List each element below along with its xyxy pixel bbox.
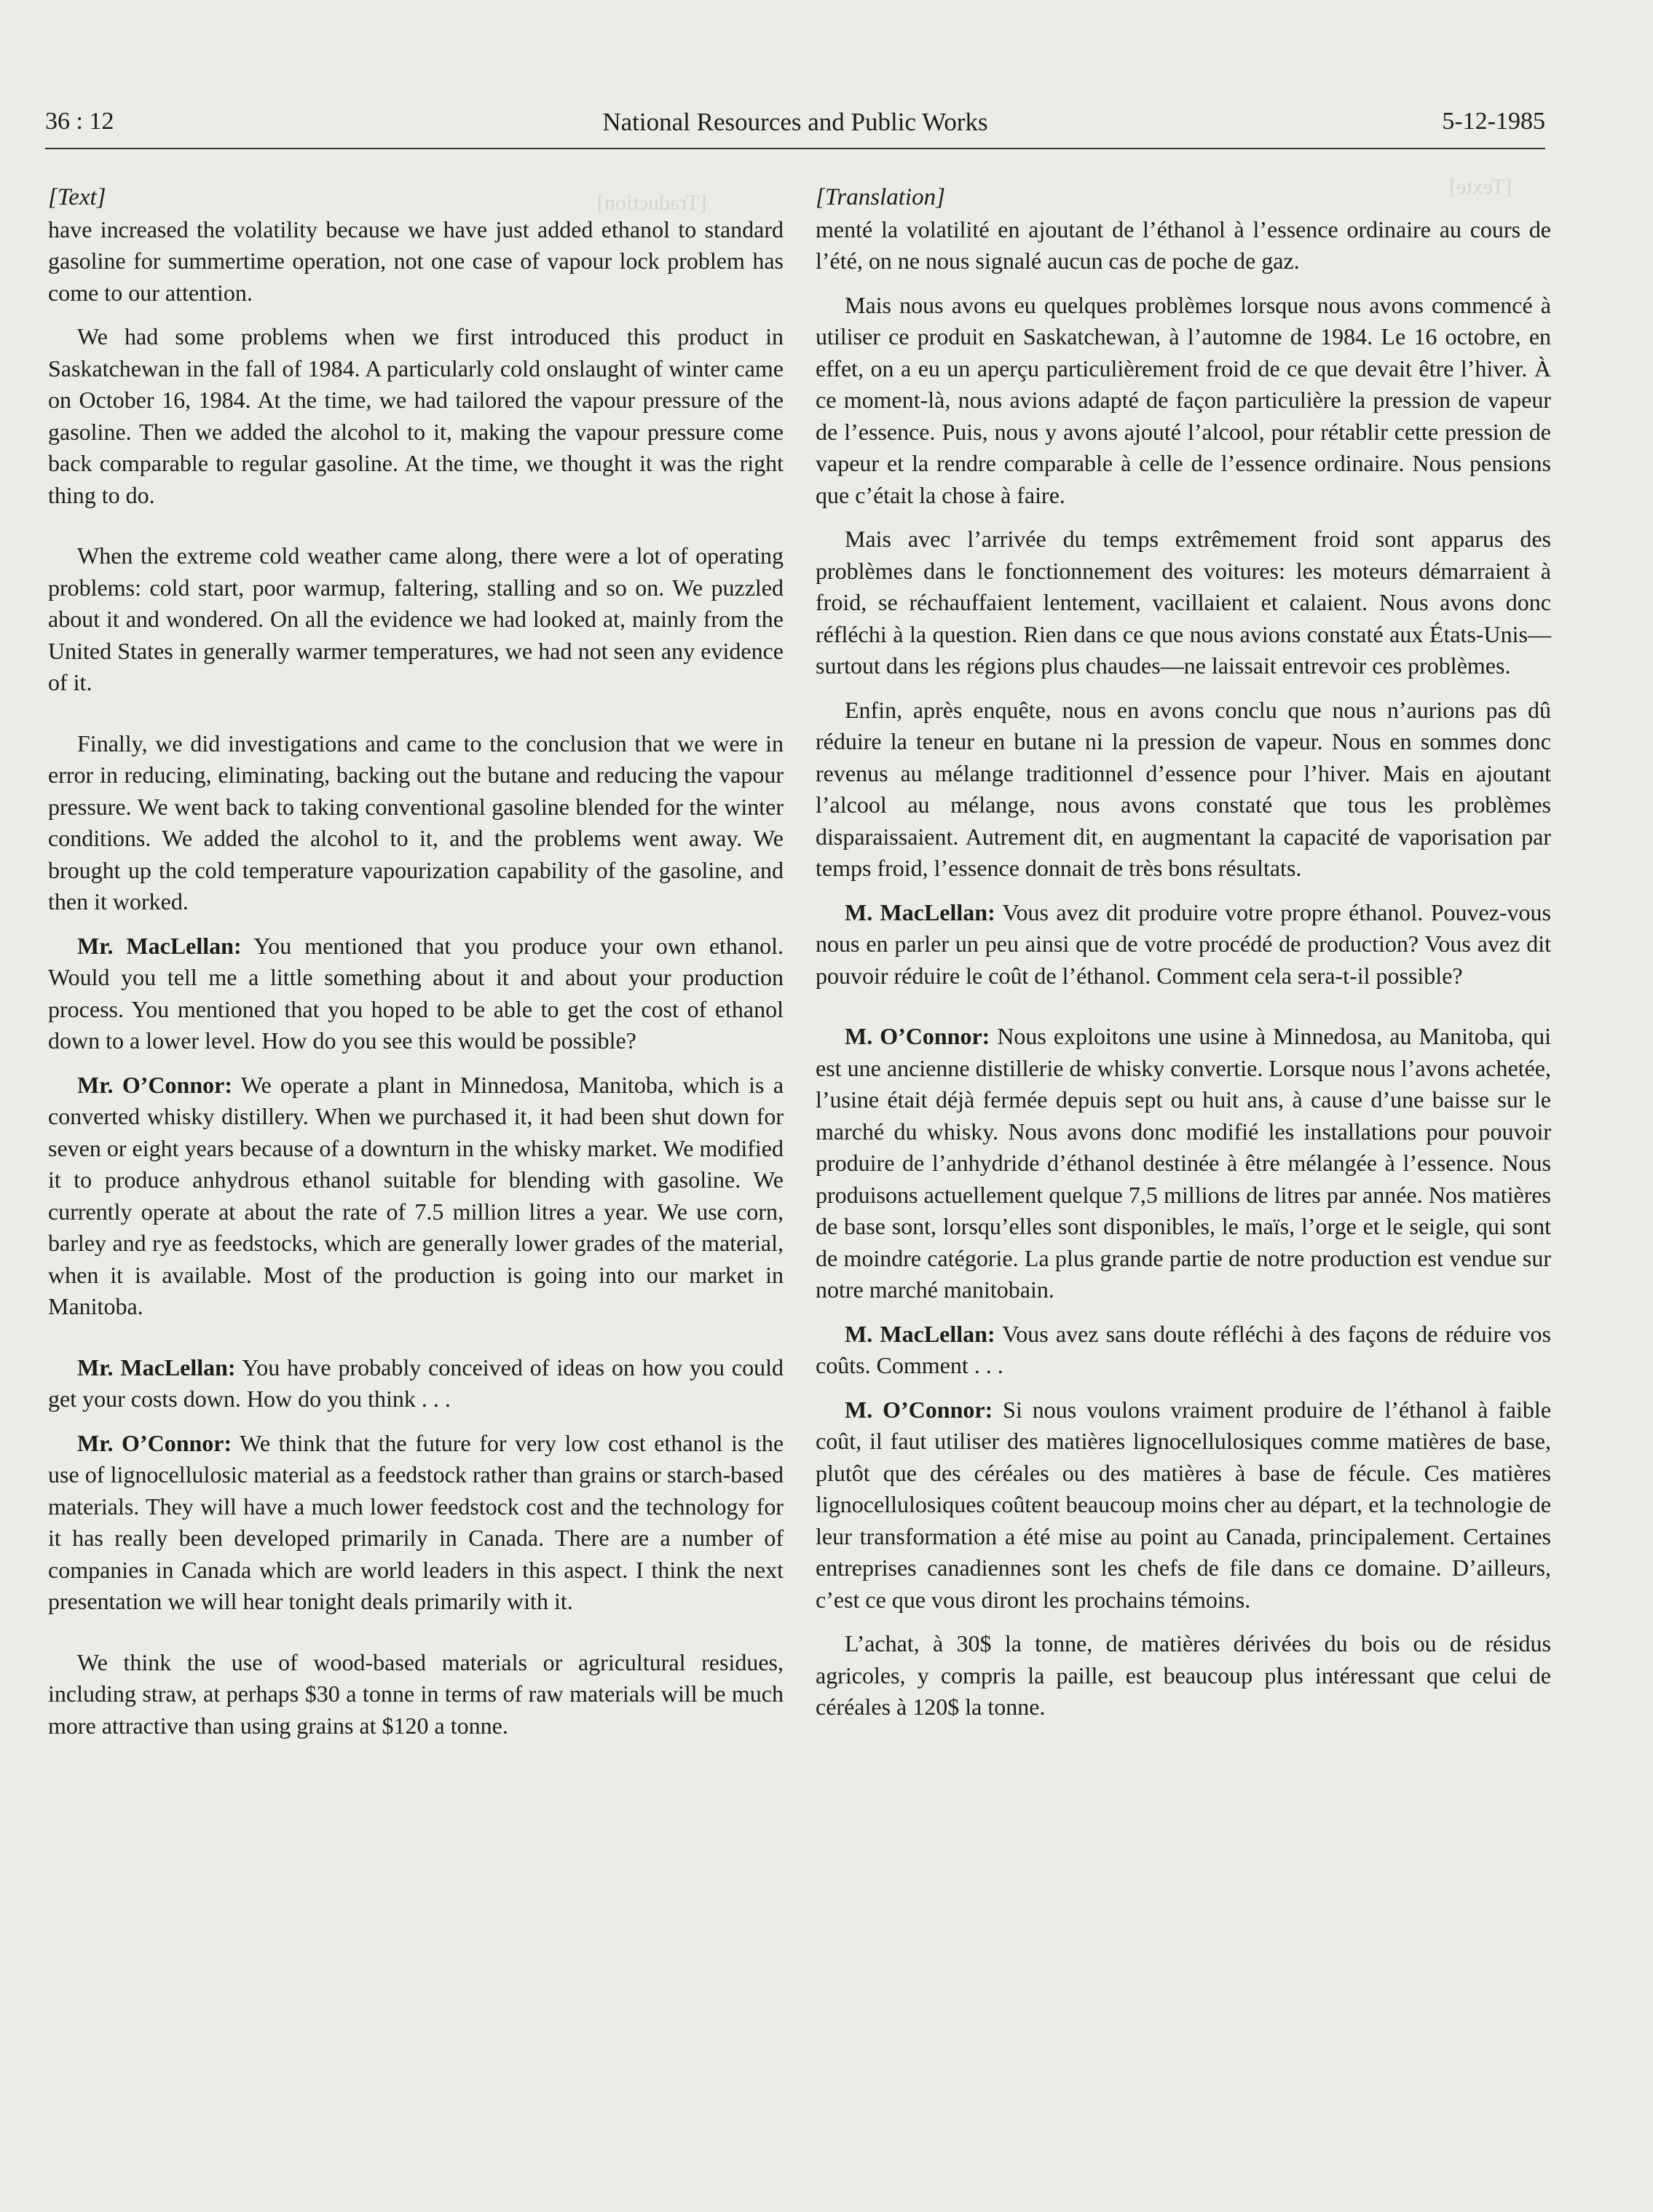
speaker-name: Mr. O’Connor: <box>77 1071 232 1098</box>
paragraph: Finally, we did investigations and came to the conclusion that we were in error in reducing, eliminating, backing out the butane and reducing the vapour pressure. We went back to taking conventional gasoline blended for the winter conditions. We added the alcohol to it, and the problems went away. We brought up the cold temperature vapourization capability of the gasoline, and then it worked. <box>48 730 784 915</box>
paragraph: menté la volatilité en ajoutant de l’éthanol à l’essence ordinaire au cours de l’été, on ne nous signalé aucun cas de poche de gaz. <box>816 216 1551 274</box>
speech-paragraph <box>816 1394 1551 1616</box>
text-marker: [Text] <box>48 184 106 210</box>
paragraph: L’achat, à 30$ la tonne, de matières dérivées du bois ou de résidus agricoles, y compris la paille, est beaucoup plus intéressant que celui de céréales à 120$ la tonne. <box>816 1630 1551 1720</box>
paragraph: Mais avec l’arrivée du temps extrêmement froid sont apparus des problèmes dans le fonctionnement des voitures: les moteurs démarraient à froid, se réchauffaient lentement, vacillaient et calaient. Nous avons donc réfléchi à la question. Rien dans ce que nous avions constaté aux États-Unis—surtout dans les régions plus chaudes—ne laissait entrevoir ces problèmes. <box>816 526 1551 679</box>
show-through-text: [Traduction] <box>597 191 707 215</box>
speech-paragraph <box>816 1319 1551 1382</box>
page-header <box>45 108 1545 151</box>
page-title: National Resources and Public Works <box>602 108 988 136</box>
speech-paragraph <box>48 1070 784 1323</box>
show-through-text: [Texte] <box>1449 175 1512 199</box>
speech-paragraph <box>48 1428 784 1618</box>
speech-text: Nous exploitons une usine à Minnedosa, au Manitoba, qui est une ancienne distillerie de whisky convertie. Lorsque nous l’avons achetée, l’usine était déjà fermée depuis sept ou huit ans, à cause d’une baisse sur le marché du whisky. Nous avons donc modifié les installations pour pouvoir produire de l’anhydride d’éthanol destinée à être mélangée à l’essence. Nous produisons actuellement quelque 7,5 millions de litres par année. Nos matières de base sont, lorsqu’elles sont disponibles, le maïs, l’orge et le seigle, qui sont de moindre catégorie. La plus grande partie de notre production est vendue sur notre marché manitobain. <box>816 1023 1552 1303</box>
speaker-name: M. O’Connor: <box>845 1023 990 1049</box>
speaker-name: M. MacLellan: <box>845 898 995 925</box>
speech-paragraph <box>48 1352 784 1415</box>
speaker-name: Mr. O’Connor: <box>77 1429 232 1456</box>
speaker-name: Mr. MacLellan: <box>77 1354 236 1380</box>
paragraph: Mais nous avons eu quelques problèmes lorsque nous avons commencé à utiliser ce produit en Saskatchewan, à l’automne de 1984. Le 16 octobre, en effet, on a eu un aperçu particulièrement froid de ce que devait être l’hiver. À ce moment-là, nous avions adapté de façon particulière la pression de vapeur de l’essence. Puis, nous y avons ajouté l’alcool, pour rétablir cette pression de vapeur et la rendre comparable à celle de l’essence ordinaire. Nous pensions que c’était la chose à faire. <box>816 291 1551 508</box>
english-column <box>48 182 784 1754</box>
paragraph: We think the use of wood-based materials or agricultural residues, including straw, at perhaps $30 a tonne in terms of raw materials will be much more attractive than using grains at $120 a tonne. <box>48 1648 784 1739</box>
page-number: 36 : 12 <box>45 108 114 135</box>
translation-marker: [Translation] <box>816 184 945 210</box>
speaker-name: M. O’Connor: <box>845 1396 993 1423</box>
header-rule <box>45 148 1545 149</box>
speech-text: We think that the future for very low cost ethanol is the use of lignocellulosic material as a feedstock rather than grains or starch-based materials. They will have a much lower feedstock cost and the technology for it has really been developed primarily in Canada. There are a number of companies in Canada which are world leaders in this aspect. I think the next presentation we will hear tonight deals primarily with it. <box>48 1429 784 1614</box>
paragraph: have increased the volatility because we have just added ethanol to standard gasoline for summertime operation, not one case of vapour lock problem has come to our attention. <box>48 216 784 306</box>
page-date: 5-12-1985 <box>1442 108 1545 135</box>
speech-text: Vous avez dit produire votre propre éthanol. Pouvez-vous nous en parler un peu ainsi que de votre procédé de production? Vous avez dit pouvoir réduire le coût de l’éthanol. Comment cela sera-t-il possible? <box>816 898 1552 989</box>
speech-text: You have probably conceived of ideas on how you could get your costs down. How do you think . . . <box>48 1354 784 1412</box>
french-column <box>816 182 1551 1736</box>
speech-paragraph <box>816 897 1551 992</box>
speech-text: You mentioned that you produce your own ethanol. Would you tell me a little something about it and about your production process. You mentioned that you hoped to be able to get the cost of ethanol down to a lower level. How do you see this would be possible? <box>48 932 784 1054</box>
speaker-name: M. MacLellan: <box>845 1320 995 1347</box>
paragraph: When the extreme cold weather came along, there were a lot of operating problems: cold start, poor warmup, faltering, stalling and so on. We puzzled about it and wondered. On all the evidence we had looked at, mainly from the United States in generally warmer temperatures, we had not seen any evidence of it. <box>48 542 784 695</box>
speech-text: Vous avez sans doute réfléchi à des façons de réduire vos coûts. Comment . . . <box>816 1320 1552 1378</box>
paragraph: We had some problems when we first introduced this product in Saskatchewan in the fall of 1984. A particularly cold onslaught of winter came on October 16, 1984. At the time, we had tailored the vapour pressure of the gasoline. Then we added the alcohol to it, making the vapour pressure come back comparable to regular gasoline. At the time, we thought it was the right thing to do. <box>48 323 784 508</box>
speech-paragraph <box>48 931 784 1057</box>
speech-text: We operate a plant in Minnedosa, Manitoba, which is a converted whisky distillery. When we purchased it, it had been shut down for seven or eight years because of a downturn in the whisky market. We modified it to produce anhydrous ethanol suitable for blending with gasoline. We currently operate at about the rate of 7.5 million litres a year. We use corn, barley and rye as feedstocks, which are generally lower grades of the material, when it is available. Most of the production is going into our market in Manitoba. <box>48 1071 784 1319</box>
speech-text: Si nous voulons vraiment produire de l’éthanol à faible coût, il faut utiliser des matières lignocellulosiques comme matières de base, plutôt que des céréales ou des matières à base de fécule. Ces matières lignocellulosiques coûtent beaucoup moins cher au départ, et la technologie de leur transformation a été mise au point au Canada, principalement. Certaines entreprises canadiennes sont les chefs de file dans ce domaine. D’ailleurs, c’est ce que vous diront les prochains témoins. <box>816 1396 1552 1613</box>
speaker-name: Mr. MacLellan: <box>77 932 242 959</box>
paragraph: Enfin, après enquête, nous en avons conclu que nous n’aurions pas dû réduire la teneur en butane ni la pression de vapeur. Nous en sommes donc revenus au mélange traditionnel d’essence pour l’hiver. Mais en ajoutant l’alcool au mélange, nous avons constaté que tous les problèmes disparaissaient. Autrement dit, en augmentant la capacité de vaporisation par temps froid, l’essence donnait de très bons résultats. <box>816 696 1551 881</box>
speech-paragraph <box>816 1021 1551 1306</box>
